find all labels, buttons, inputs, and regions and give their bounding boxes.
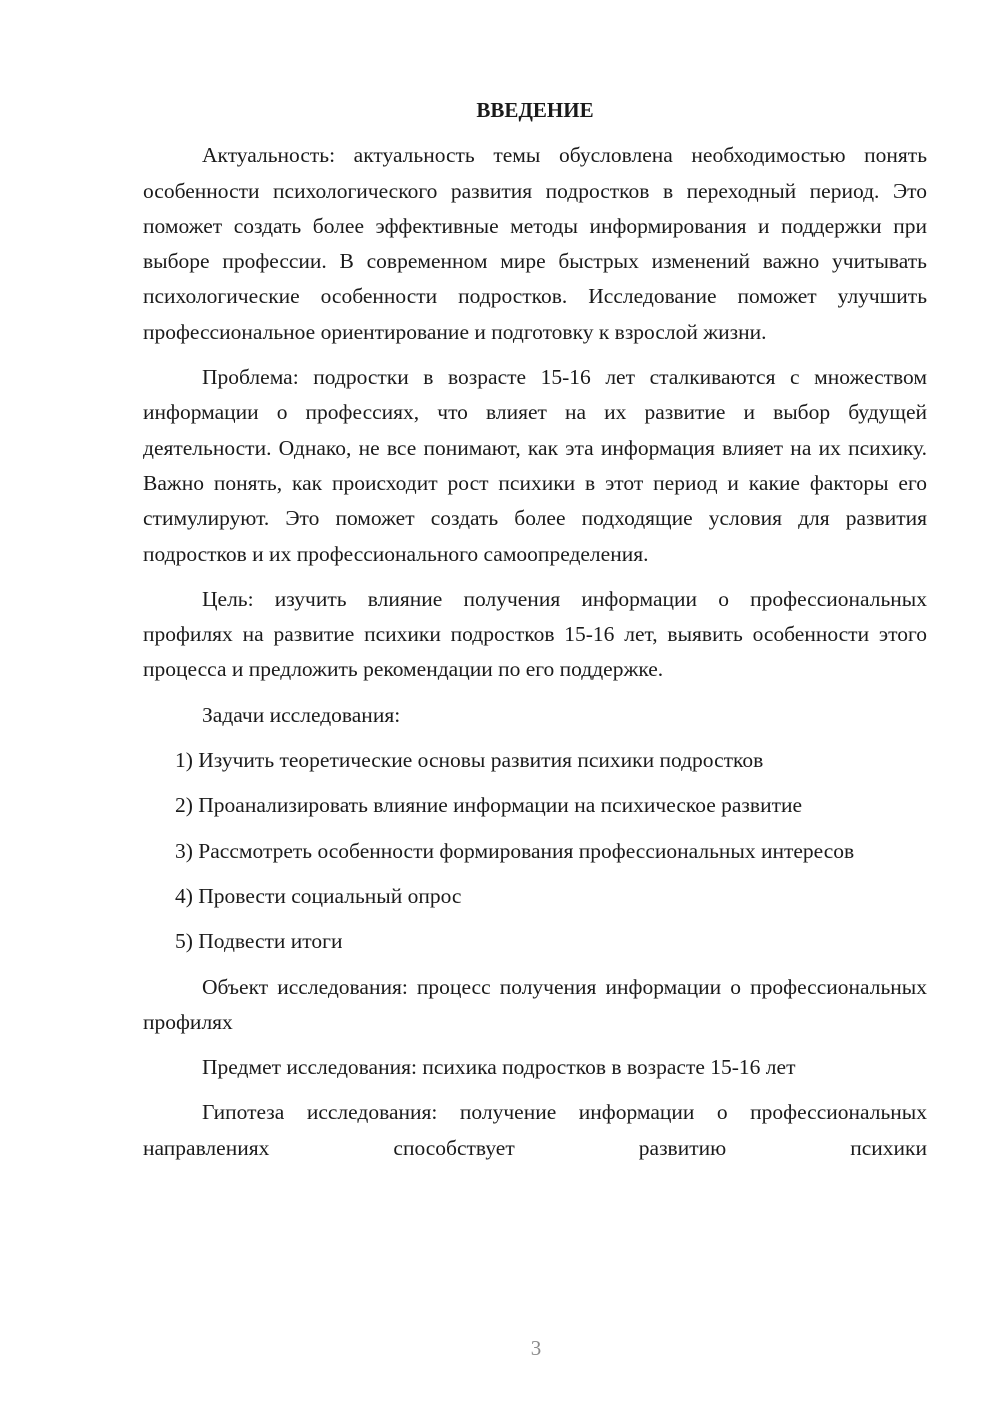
- tasks-heading: Задачи исследования:: [202, 702, 401, 727]
- document-body: [143, 93, 927, 1176]
- page-title: ВВЕДЕНИЕ: [476, 98, 594, 122]
- task-item: 2) Проанализировать влияние информации на психическое развитие: [175, 793, 803, 818]
- page-number: 3: [530, 1336, 542, 1360]
- relevance-paragraph: Актуальность: актуальность темы обусловлена необходимостью понять особенности психологического развития подростков в переходный период. Это поможет создать более эффективные методы информирования и поддержки при выборе профессии. В современном мире быстрых изменений важно учитывать психологические особенности подростков. Исследование поможет улучшить профессиональное ориентирование и подготовку к взрослой жизни.: [143, 143, 927, 344]
- hypothesis-paragraph: Гипотеза исследования: получение информации о профессиональных направлениях способствует развитию психики: [143, 1100, 927, 1160]
- object-paragraph: Объект исследования: процесс получения информации о профессиональных профилях: [143, 974, 927, 1034]
- goal-paragraph: Цель: изучить влияние получения информации о профессиональных профилях на развитие психики подростков 15-16 лет, выявить особенности этого процесса и предложить рекомендации по его поддержке.: [143, 586, 927, 682]
- task-item: 5) Подвести итоги: [175, 929, 343, 954]
- task-item: 3) Рассмотреть особенности формирования профессиональных интересов: [175, 838, 855, 863]
- task-item: 1) Изучить теоретические основы развития психики подростков: [175, 748, 764, 773]
- task-item: 4) Провести социальный опрос: [175, 883, 462, 908]
- subject-paragraph: Предмет исследования: психика подростков в возрасте 15-16 лет: [202, 1055, 796, 1080]
- problem-paragraph: Проблема: подростки в возрасте 15-16 лет сталкиваются с множеством информации о профессиях, что влияет на их развитие и выбор будущей деятельности. Однако, не все понимают, как эта информация влияет на их психику. Важно понять, как происходит рост психики в этот период и какие факторы его стимулируют. Это поможет создать более подходящие условия для развития подростков и их профессионального самоопределения.: [143, 365, 927, 566]
